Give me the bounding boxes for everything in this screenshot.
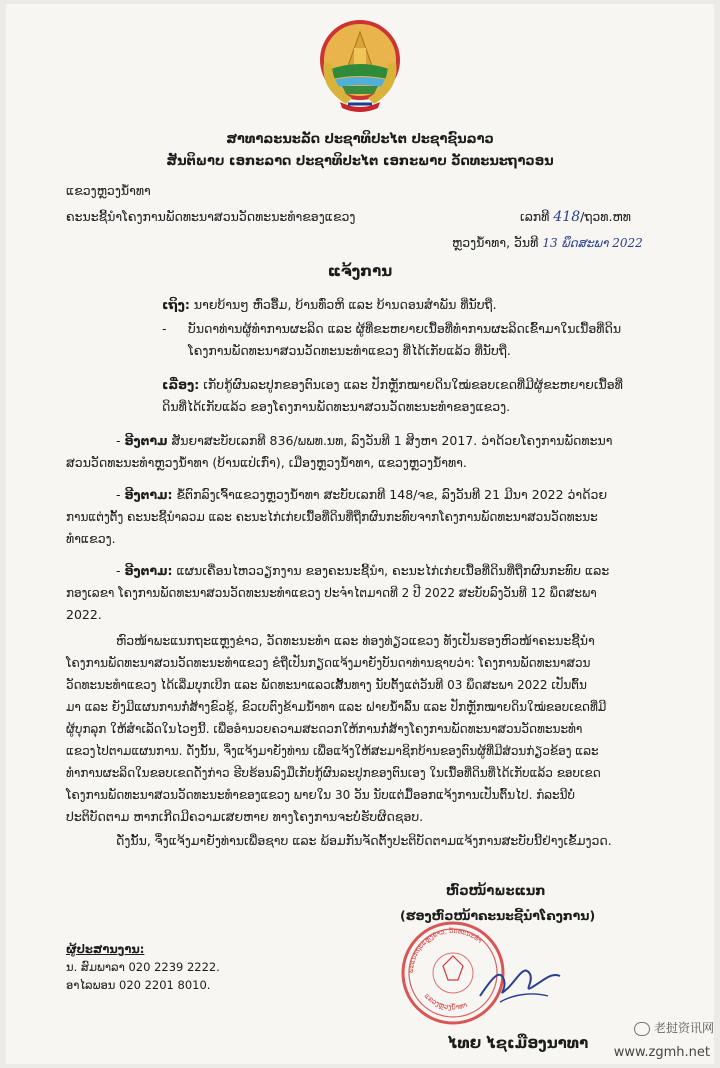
basis-3-line-3: 2022. [66,607,102,622]
sender-province: ແຂວງຫຼວງນ້ຳທາ [66,183,151,198]
stamp-text-bottom: ແຂວງຫຼວງນ້ຳທາ [422,992,469,1012]
reference-date-value: 13 ພຶດສະພາ 2022 [542,236,643,250]
reference-date [452,232,643,254]
body-line-2: ໂຄງການພັດທະນາສວນວັດທະນະທຳແຂວງ ຂໍຖືເປັນກຽດແຈ້ງມາຍັງບັນດາທ່ານຊາບວ່າ: ໂຄງການພັດທະນາສວນ [66,656,591,670]
watermark-brand [634,1019,714,1036]
reference-number-suffix: /ຖວທ.ຫທ [580,209,631,224]
basis-1-line-1: - ອີງຕາມ ສັນຍາສະບັບເລກທີ 836/ພພທ.ນທ, ລົງວັນທີ 1 ສິງຫາ 2017. ວ່າດ້ວຍໂຄງການພັດທະນາ [116,433,613,448]
document-title: ແຈ້ງການ [327,262,393,280]
basis-2-line-2: ການແຕ່ງຕັ້ງ ຄະນະຊີ້ນຳລວມ ແລະ ຄະນະໄກ່ເກ່ຍເນື້ອທີ່ດິນທີ່ຖືກຜົນກະທົບຈາກໂຄງການພັດທະນາສວນວັດທະນະ [66,510,598,524]
watermark-url: www.zgmh.net [613,1045,710,1060]
basis-2-line-1: - ອີງຕາມ: ຂໍ້ຕົກລົງເຈົ້າແຂວງຫຼວງນ້ຳທາ ສະບັບເລກທີ 148/ຈຂ, ລົງວັນທີ 21 ມີນາ 2022 ວ່າດ້ວຍ [116,487,608,502]
recipients-line-1 [162,294,497,316]
basis-3-line-2: ກອງເລຂາ ໂຄງການພັດທະນາສວນວັດທະນະທຳແຂວງ ປະຈຳໄຕມາດທີ 2 ປີ 2022 ສະບັບລົງວັນທີ 12 ພຶດສະພາ [66,586,597,600]
body-line-6: ແຂວງໄປຕາມແຜນການ. ດັ່ງນັ້ນ, ຈຶ່ງແຈ້ງມາຍັງທ່ານ ເພື່ອແຈ້ງໃຫ້ສະມາຊິກບ້ານຂອງຕົນຜູ້ທີ່ມີສ່ວນກ່ຽວຂ້ອງ ແລະ [66,744,599,758]
watermark-text: 老挝资讯网 [653,1021,714,1035]
basis-1-label: ອີງຕາມ [124,433,168,448]
reference-number-value: 418 [553,209,581,225]
wechat-icon [634,1022,650,1036]
reference-number-label: ເລກທີ [520,209,550,224]
body-line-7: ທຳການຜະລິດໃນຂອບເຂດດັ່ງກ່າວ ຮີບຮ້ອນລົງມືເກັບກູ້ຜົນລະປູກຂອງຕົນເອງ ໃນເນື້ອທີ່ດິນທີ່ໄດ້ເກັບແລ້ວ ຂອບເຂດ [66,766,601,780]
body-line-8: ໂຄງການພັດທະນາສວນວັດທະນະທຳຂອງແຂວງ ພາຍໃນ 30 ວັນ ນັບແຕ່ມື້ອອກແຈ້ງການເປັນຕົ້ນໄປ. ກໍລະນີບໍ່ [66,788,576,802]
signature-subtitle: (ຮອງຫົວໜ້າຄະນະຊີ້ນຳໂຄງການ) [400,908,596,923]
stamp-text-top: ພະແນກຖະແຫຼງຂ່າວ, ວັດທະນະທຳ [406,926,484,974]
national-emblem [318,18,402,114]
body-line-3: ວັດທະນະທຳແຂວງ ໄດ້ເລີ່ມບຸກເບີກ ແລະ ພັດທະນາແລວເສັ້ນທາງ ນັບຕັ້ງແຕ່ວັນທີ 03 ພຶດສະພາ 2022 ເປັນຕົ້ນ [66,678,587,692]
subject-line-2: ດິນທີ່ໄດ້ເກັບແລ້ວ ຂອງໂຄງການພັດທະນາສວນວັດທະນະທຳຂອງແຂວງ. [162,399,511,414]
subject-line-1 [162,374,682,396]
basis-2-text-1: ຂໍ້ຕົກລົງເຈົ້າແຂວງຫຼວງນ້ຳທາ ສະບັບເລກທີ 148/ຈຂ, ລົງວັນທີ 21 ມີນາ 2022 ວ່າດ້ວຍ [176,487,608,502]
handwritten-signature [474,958,564,1008]
signature-title: ຫົວໜ້າພະແນກ [446,884,546,899]
basis-3-label: ອີງຕາມ: [124,563,173,578]
reference-number [520,206,631,228]
recipients-label: ເຖິງ: [162,297,190,312]
basis-1-text-1: ສັນຍາສະບັບເລກທີ 836/ພພທ.ນທ, ລົງວັນທີ 1 ສິງຫາ 2017. ວ່າດ້ວຍໂຄງການພັດທະນາ [171,433,613,448]
basis-2-label: ອີງຕາມ: [124,487,173,502]
body-line-9: ປະຕິບັດຕາມ ຫາກເກີດມີຄວາມເສຍຫາຍ ທາງໂຄງການຈະບໍ່ຮັບຜິດຊອບ. [66,809,424,824]
recipients-text-1: ນາຍບ້ານໆ ຫົ່ວອື້ມ, ບ້ານທົ່ວຫິ ແລະ ບ້ານດອນສຳພັນ ທີ່ນັບຖື. [193,297,497,312]
subject-label: ເລື່ອງ: [162,377,200,392]
basis-3-text-1: ແຜນເຄື່ອນໄຫວວຽກງານ ຂອງຄະນະຊີ້ນຳ, ຄະນະໄກ່ເກ່ຍເນື້ອທີ່ດິນທີ່ຖືກຜົນກະທົບ ແລະ [176,563,610,578]
recipients-line-2: ບັນດາທ່ານຜູ້ທຳການຜະລິດ ແລະ ຜູ້ທີ່ຂະຫຍາຍເນື້ອທີ່ທຳການຜະລິດເຂົ້າມາໃນເນື້ອທີ່ດິນ [188,321,622,336]
recipients-bullet: - [162,321,167,336]
basis-1-line-2: ສວນວັດທະນະທຳຫຼວງນ້ຳທາ (ບ້ານແປ່ເກົ່າ), ເມືອງຫຼວງນ້ຳທາ, ແຂວງຫຼວງນ້ຳທາ. [66,455,467,470]
header-line-1: ສາທາລະນະລັດ ປະຊາທິປະໄຕ ປະຊາຊົນລາວ [226,132,494,147]
basis-3-line-1: - ອີງຕາມ: ແຜນເຄື່ອນໄຫວວຽກງານ ຂອງຄະນະຊີ້ນຳ, ຄະນະໄກ່ເກ່ຍເນື້ອທີ່ດິນທີ່ຖືກຜົນກະທົບ ແລະ [116,563,610,578]
body-line-4: ມາ ແລະ ຍັງມີແຜນການກໍ່ສ້າງຂົວຂູ້, ຂົວເບຕົງຂ້າມນ້ຳທາ ແລະ ຝາຍນ້ຳລົ້ນ ແລະ ປັກຫຼັກໝາຍດິນໃໝ່ຂອບເຂດທີ່ມີ [66,700,607,714]
sender-committee: ຄະນະຊີ້ນຳໂຄງການພັດທະນາສວນວັດທະນະທຳຂອງແຂວງ [66,209,356,224]
recipients-line-3: ໂຄງການພັດທະນາສວນວັດທະນະທຳແຂວງ ທີ່ໄດ້ເກັບແລ້ວ ທີ່ນັບຖື. [188,343,511,358]
body-line-1: ຫົວໜ້າພະແນກຖະແຫຼງຂ່າວ, ວັດທະນະທຳ ແລະ ທ່ອງທ່ຽວແຂວງ ທັງເປັນຮອງຫົວໜ້າຄະນະຊີ້ນຳ [116,633,595,648]
contact-line-1: ນ. ສົມພາລາ 020 2239 2222. [66,960,220,974]
header-line-2: ສັນຕິພາບ ເອກະລາດ ປະຊາທິປະໄຕ ເອກະພາບ ວັດທະນະຖາວອນ [166,154,554,169]
contact-label: ຜູ້ປະສານງານ: [66,942,145,956]
basis-2-line-3: ທຳແຂວງ. [66,531,116,546]
contact-line-2: ອາໄລພອນ 020 2201 8010. [66,978,211,992]
signatory-name: ໄທຍ ໄຊເມືອງນາທາ [448,1034,589,1052]
svg-text:ແຂວງຫຼວງນ້ຳທາ [423,992,469,1012]
subject-text-1: ເກັບກູ້ຜົນລະປູກຂອງຕົນເອງ ແລະ ປັກຫຼັກໝາຍດິນໃໝ່ຂອບເຂດທີ່ມີຜູ້ຂະຫຍາຍເນື້ອທີ່ [203,377,623,392]
body-line-5: ຜູ້ບຸກລຸກ ໃຫ້ສຳເລັດໃນໄວໆນີ້. ເພື່ອອຳນວຍຄວາມສະດວກໃຫ້ການກໍ່ສ້າງໂຄງການພັດທະນາສວນວັດທະນະທຳ [66,722,583,736]
reference-date-label: ຫຼວງນ້ຳທາ, ວັນທີ [452,235,539,250]
body-line-10: ດັ່ງນັ້ນ, ຈຶ່ງແຈ້ງມາຍັງທ່ານເພື່ອຊາບ ແລະ ພ້ອມກັນຈັດຕັ້ງປະຕິບັດຕາມແຈ້ງການສະບັບນີ້ຢ່າງເຂັ້ມງວດ. [116,833,612,848]
